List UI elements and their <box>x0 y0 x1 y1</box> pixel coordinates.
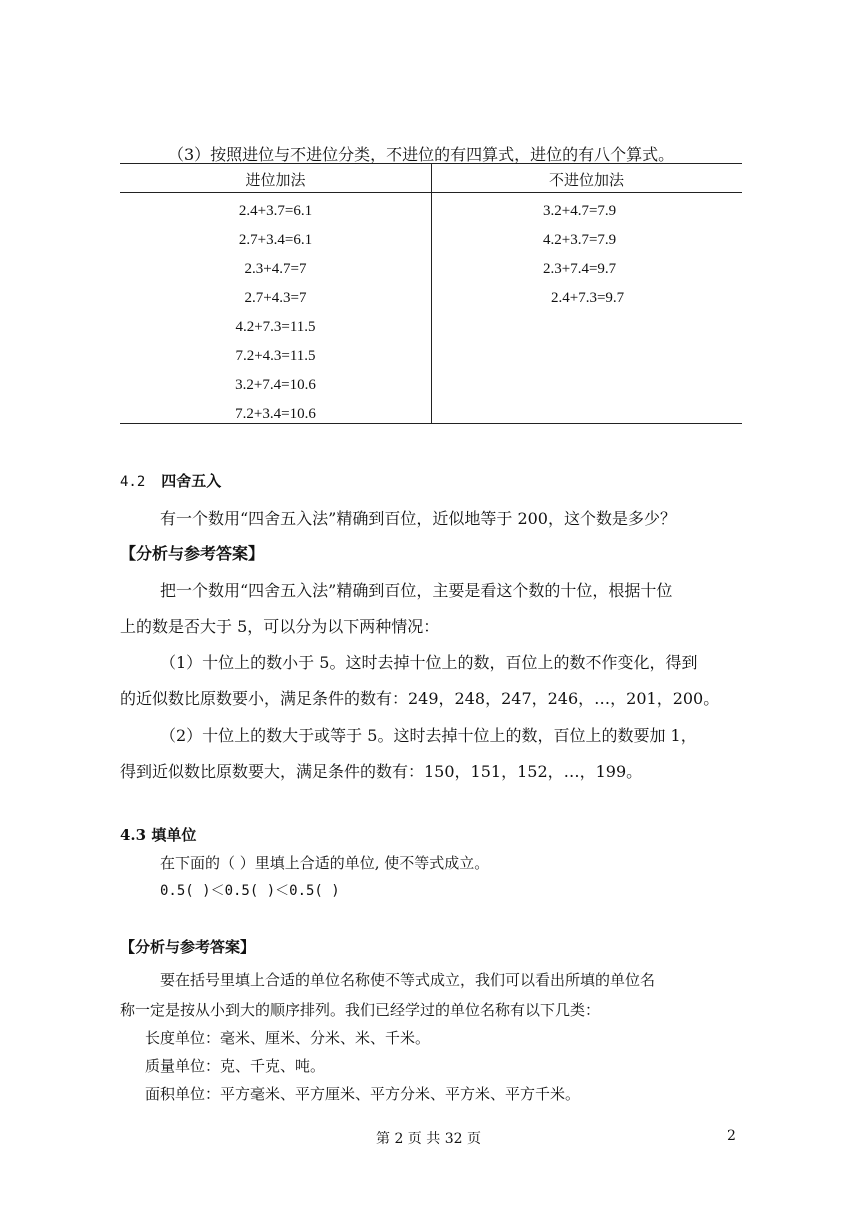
page-number: 2 <box>727 1128 736 1144</box>
table-cell: 4.2+3.7=7.9 <box>543 232 617 248</box>
inequality-expression: 0.5( )＜0.5( )＜0.5( ) <box>160 883 340 899</box>
paragraph-line: 上的数是否大于 5，可以分为以下两种情况： <box>120 617 440 636</box>
page-info: 第 2 页 共 32 页 <box>376 1131 481 1147</box>
area-units: 面积单位：平方毫米、平方厘米、平方分米、平方米、平方千米。 <box>145 1085 581 1103</box>
table-cell: 2.3+7.4=9.7 <box>543 261 617 277</box>
section-43-heading: 4.3 填单位 <box>120 826 197 844</box>
addition-table <box>120 163 742 424</box>
table-cell: 2.7+4.3=7 <box>244 290 307 306</box>
carry-column <box>120 201 431 433</box>
table-cell: 4.2+7.3=11.5 <box>235 319 316 335</box>
analysis-heading: 【分析与参考答案】 <box>120 938 256 956</box>
mass-units: 质量单位：克、千克、吨。 <box>145 1057 326 1075</box>
paragraph-line: （2）十位上的数大于或等于 5。这时去掉十位上的数，百位上的数要加 1， <box>160 726 697 745</box>
table-cell: 2.7+3.4=6.1 <box>238 232 313 248</box>
section-title: 四舍五入 <box>161 472 222 490</box>
analysis-heading: 【分析与参考答案】 <box>120 544 265 563</box>
table-header-carry: 进位加法 <box>245 171 306 189</box>
table-cell: 2.4+7.3=9.7 <box>551 290 625 306</box>
section-42-heading <box>120 470 221 491</box>
section-43-instruction: 在下面的（ ）里填上合适的单位, 使不等式成立。 <box>160 854 490 872</box>
paragraph-line: 的近似数比原数要小，满足条件的数有：249，248，247，246，…，201，200。 <box>120 689 720 708</box>
no-carry-column <box>431 201 742 317</box>
section-number: 4.2 <box>120 474 146 490</box>
length-units: 长度单位：毫米、厘米、分米、米、千米。 <box>145 1029 431 1047</box>
table-cell: 2.4+3.7=6.1 <box>238 203 313 219</box>
table-caption: （3）按照进位与不进位分类，不进位的有四算式，进位的有八个算式。 <box>168 145 675 164</box>
paragraph-line: （1）十位上的数小于 5。这时去掉十位上的数，百位上的数不作变化，得到 <box>160 653 698 672</box>
table-cell: 3.2+4.7=7.9 <box>543 203 617 219</box>
paragraph-line: 要在括号里填上合适的单位名称使不等式成立，我们可以看出所填的单位名 <box>160 971 656 989</box>
table-cell: 7.2+4.3=11.5 <box>235 348 316 364</box>
table-cell: 7.2+3.4=10.6 <box>235 406 316 422</box>
table-cell: 3.2+7.4=10.6 <box>235 377 316 393</box>
paragraph-line: 称一定是按从小到大的顺序排列。我们已经学过的单位名称有以下几类： <box>120 1001 601 1019</box>
paragraph-line: 得到近似数比原数要大，满足条件的数有：150，151，152，…，199。 <box>120 762 643 781</box>
paragraph-line: 把一个数用“四舍五入法”精确到百位，主要是看这个数的十位，根据十位 <box>160 581 673 600</box>
table-cell: 2.3+4.7=7 <box>244 261 307 277</box>
table-header-no-carry: 不进位加法 <box>548 171 624 189</box>
section-42-question: 有一个数用“四舍五入法”精确到百位，近似地等于 200，这个数是多少？ <box>160 509 676 528</box>
